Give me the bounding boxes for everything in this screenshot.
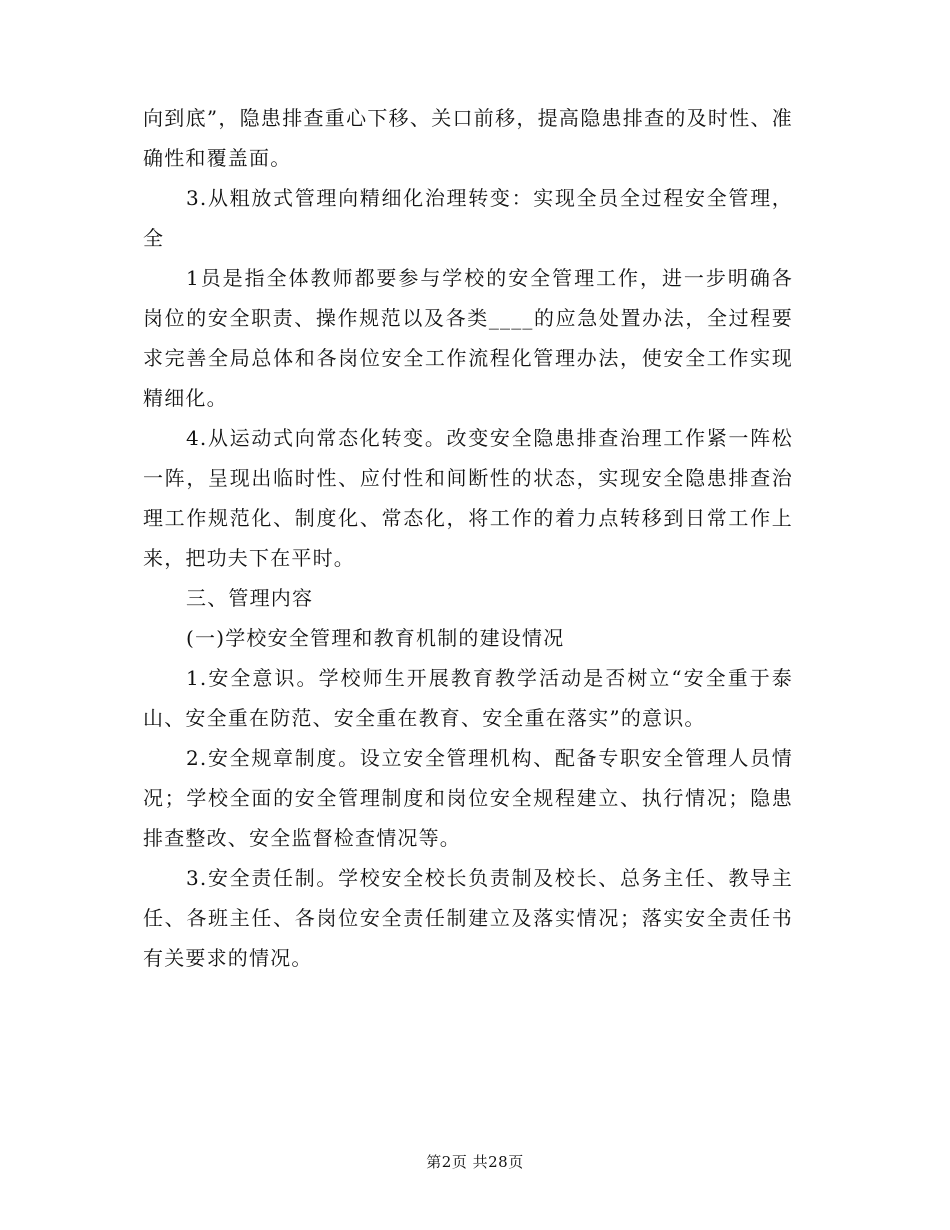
paragraph-safety-awareness: 1.安全意识。学校师生开展教育教学活动是否树立“安全重于泰山、安全重在防范、安全重在教育、安全重在落实”的意识。 xyxy=(143,666,793,730)
document-body xyxy=(143,98,793,978)
page-number-footer: 第2页 共28页 xyxy=(426,1153,524,1171)
paragraph-item-4: 4.从运动式向常态化转变。改变安全隐患排查治理工作紧一阵松一阵，呈现出临时性、应付性和间断性的状态，实现安全隐患排查治理工作规范化、制度化、常态化，将工作的着力点转移到日常工作上来，把功夫下在平时。 xyxy=(143,426,793,570)
paragraph-item-3-detail: 1员是指全体教师都要参与学校的安全管理工作，进一步明确各岗位的安全职责、操作规范以及各类____的应急处置办法，全过程要求完善全局总体和各岗位安全工作流程化管理办法，使安全工作实现精细化。 xyxy=(143,266,793,410)
paragraph-safety-responsibility: 3.安全责任制。学校安全校长负责制及校长、总务主任、教导主任、各班主任、各岗位安全责任制建立及落实情况；落实安全责任书有关要求的情况。 xyxy=(143,866,793,970)
paragraph-continuation: 向到底”，隐患排查重心下移、关口前移，提高隐患排查的及时性、准确性和覆盖面。 xyxy=(143,106,793,170)
paragraph-safety-regulations: 2.安全规章制度。设立安全管理机构、配备专职安全管理人员情况；学校全面的安全管理制度和岗位安全规程建立、执行情况；隐患排查整改、安全监督检查情况等。 xyxy=(143,746,793,850)
subsection-heading-1: (一)学校安全管理和教育机制的建设情况 xyxy=(186,626,565,650)
section-heading-management-content: 三、管理内容 xyxy=(186,586,314,610)
paragraph-item-3-heading: 3.从粗放式管理向精细化治理转变：实现全员全过程安全管理，全 xyxy=(143,186,793,250)
